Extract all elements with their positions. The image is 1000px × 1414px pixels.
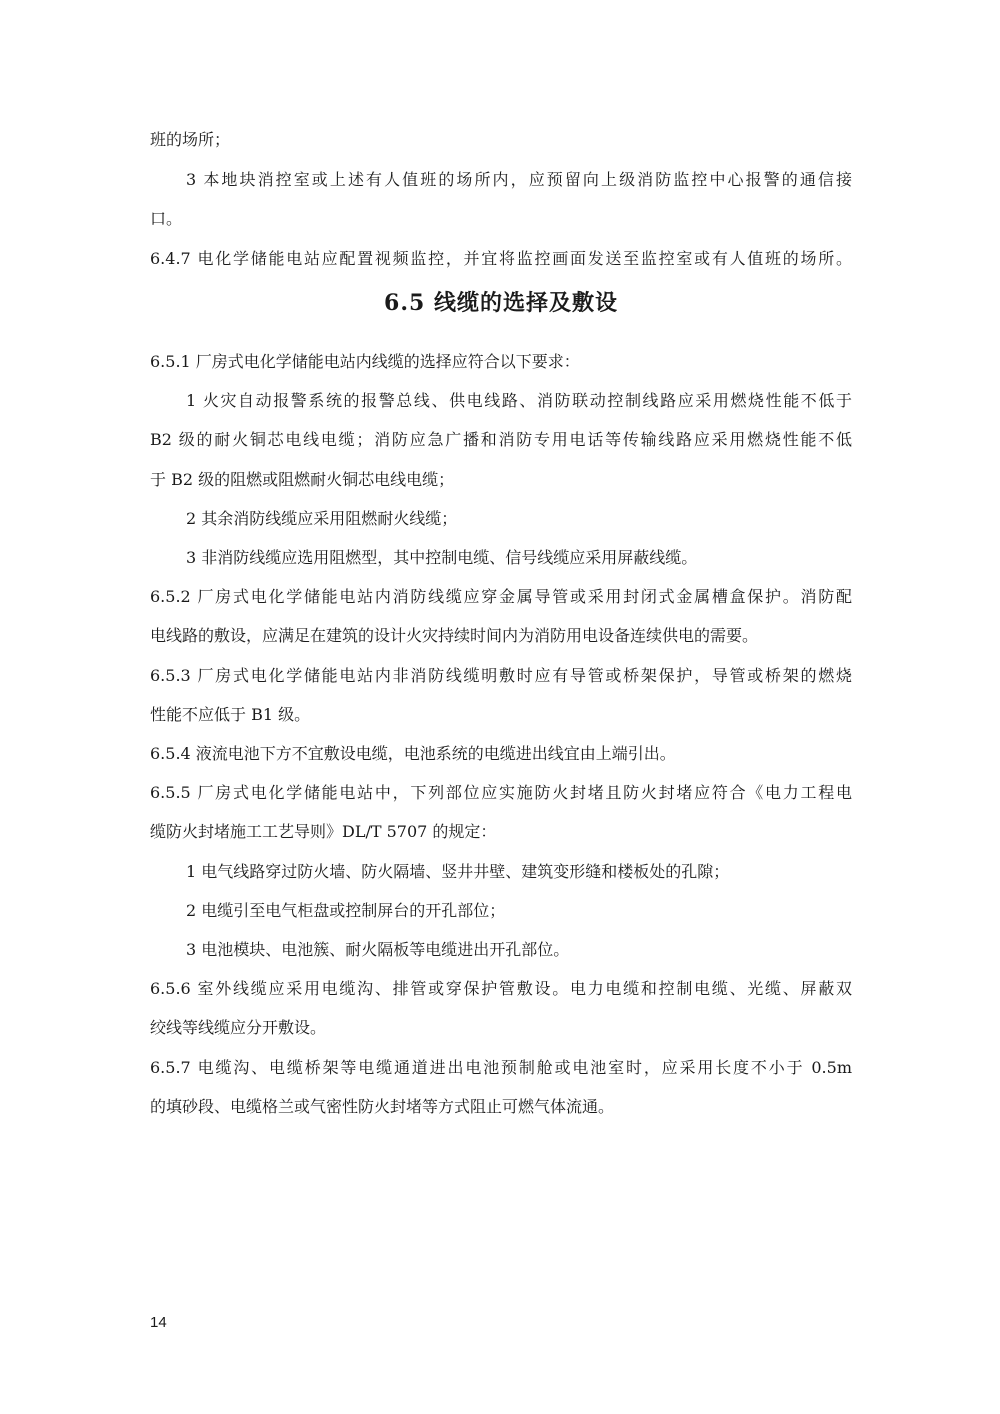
clause-6-5-2: 6.5.2 厂房式电化学储能电站内消防线缆应穿金属导管或采用封闭式金属槽盒保护。消防配 [150, 587, 852, 606]
text-line: 于 B2 级的阻燃或阻燃耐火铜芯电线电缆； [150, 470, 455, 489]
text-line: 口。 [150, 209, 183, 228]
clause-6-5-3: 6.5.3 厂房式电化学储能电站内非消防线缆明敷时应有导管或桥架保护，导管或桥架的燃烧 [150, 666, 852, 685]
text-line: 1 火灾自动报警系统的报警总线、供电线路、消防联动控制线路应采用燃烧性能不低于 [186, 391, 852, 410]
text-line: 2 电缆引至电气柜盘或控制屏台的开孔部位； [186, 901, 506, 920]
text-line: 3 电池模块、电池簇、耐火隔板等电缆进出开孔部位。 [186, 940, 570, 959]
text-line: 3 本地块消控室或上述有人值班的场所内，应预留向上级消防监控中心报警的通信接 [186, 170, 852, 189]
text-line: 3 非消防线缆应选用阻燃型，其中控制电缆、信号线缆应采用屏蔽线缆。 [186, 548, 698, 567]
text-line: 性能不应低于 B1 级。 [150, 705, 311, 724]
clause-6-5-1: 6.5.1 厂房式电化学储能电站内线缆的选择应符合以下要求： [150, 352, 580, 371]
text-line: 的填砂段、电缆格兰或气密性防火封堵等方式阻止可燃气体流通。 [150, 1097, 615, 1116]
text-line: 缆防火封堵施工工艺导则》DL/T 5707 的规定： [150, 822, 497, 841]
text-line: 班的场所； [150, 130, 231, 149]
text-line: 1 电气线路穿过防火墙、防火隔墙、竖井井壁、建筑变形缝和楼板处的孔隙； [186, 862, 730, 881]
clause-6-5-6: 6.5.6 室外线缆应采用电缆沟、排管或穿保护管敷设。电力电缆和控制电缆、光缆、屏蔽双 [150, 979, 852, 998]
clause-6-5-4: 6.5.4 液流电池下方不宜敷设电缆，电池系统的电缆进出线宜由上端引出。 [150, 744, 676, 763]
text-line: 绞线等线缆应分开敷设。 [150, 1018, 327, 1037]
clause-6-5-5: 6.5.5 厂房式电化学储能电站中，下列部位应实施防火封堵且防火封堵应符合《电力工程电 [150, 783, 852, 802]
clause-6-5-7: 6.5.7 电缆沟、电缆桥架等电缆通道进出电池预制舱或电池室时，应采用长度不小于 0.5m [150, 1058, 852, 1077]
section-heading: 6.5 线缆的选择及敷设 [384, 290, 618, 316]
page-number: 14 [150, 1314, 167, 1331]
clause-6-4-7: 6.4.7 电化学储能电站应配置视频监控，并宜将监控画面发送至监控室或有人值班的场所。 [150, 249, 852, 268]
text-line: 电线路的敷设，应满足在建筑的设计火灾持续时间内为消防用电设备连续供电的需要。 [150, 626, 759, 645]
text-line: B2 级的耐火铜芯电线电缆；消防应急广播和消防专用电话等传输线路应采用燃烧性能不低 [150, 430, 852, 449]
text-line: 2 其余消防线缆应采用阻燃耐火线缆； [186, 509, 458, 528]
